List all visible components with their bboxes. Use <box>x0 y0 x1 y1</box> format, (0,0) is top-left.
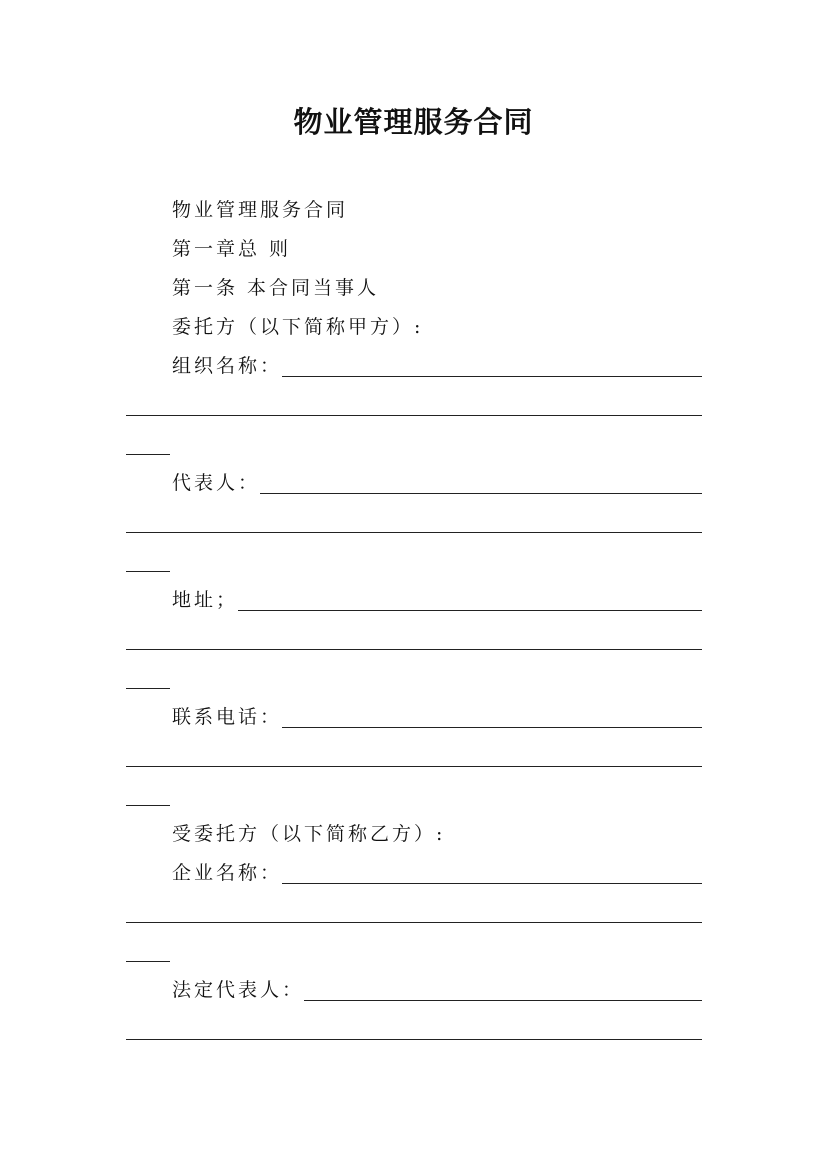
fill-in-line <box>126 386 702 425</box>
party-a-address-field <box>126 581 702 620</box>
fill-in-line-end <box>126 542 702 581</box>
chapter-heading: 第一章总 则 <box>172 238 292 260</box>
fill-in-blank <box>304 999 702 1001</box>
fill-in-line <box>126 893 702 932</box>
fill-in-blank <box>282 375 702 377</box>
field-label: 企业名称： <box>172 862 283 884</box>
contract-heading: 物业管理服务合同 <box>172 199 349 221</box>
fill-in-blank <box>282 726 702 728</box>
fill-in-line <box>126 737 702 776</box>
document-body <box>126 191 702 1049</box>
fill-in-blank <box>260 492 702 494</box>
party-b-intro: 受委托方（以下简称乙方）: <box>172 823 446 845</box>
party-b-company-name-field <box>126 854 702 893</box>
article-heading: 第一条 本合同当事人 <box>172 277 380 299</box>
fill-in-line-end <box>126 659 702 698</box>
field-label: 代表人： <box>172 472 261 494</box>
fill-in-line <box>126 1010 702 1049</box>
field-label: 法定代表人： <box>172 979 305 1001</box>
party-a-intro: 委托方（以下简称甲方）: <box>172 316 424 338</box>
document-title: 物业管理服务合同 <box>293 105 534 139</box>
field-label: 组织名称： <box>172 355 283 377</box>
fill-in-blank <box>238 609 702 611</box>
party-b-legal-rep-field <box>126 971 702 1010</box>
field-label: 地址； <box>172 589 239 611</box>
fill-in-line <box>126 620 702 659</box>
party-a-representative-field <box>126 464 702 503</box>
fill-in-blank <box>282 882 702 884</box>
fill-in-line-end <box>126 932 702 971</box>
party-a-phone-field <box>126 698 702 737</box>
fill-in-line-end <box>126 776 702 815</box>
field-label: 联系电话： <box>172 706 283 728</box>
fill-in-line <box>126 503 702 542</box>
party-a-org-name-field <box>126 347 702 386</box>
fill-in-line-end <box>126 425 702 464</box>
